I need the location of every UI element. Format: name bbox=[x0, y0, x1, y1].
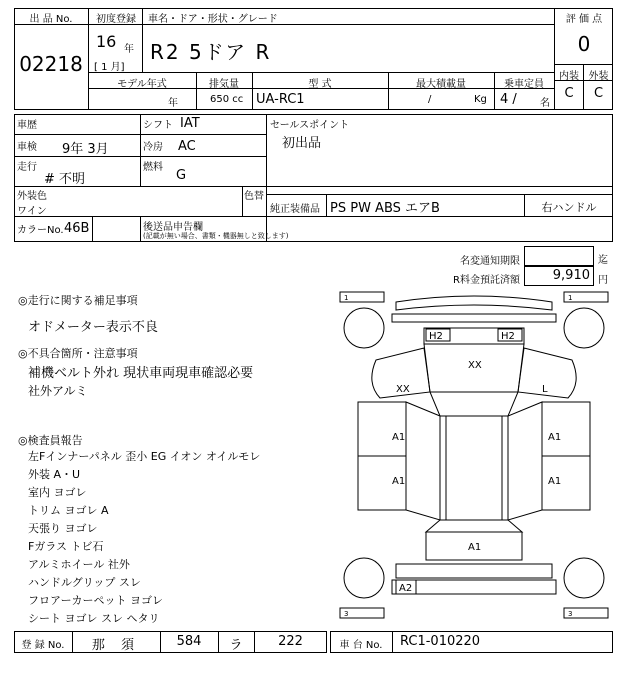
car-diagram bbox=[336, 288, 612, 628]
chassis-value: RC1-010220 bbox=[400, 634, 481, 649]
grade-label: 評 価 点 bbox=[565, 14, 603, 25]
divider bbox=[392, 631, 393, 653]
color-no-label: カラーNo. bbox=[17, 225, 64, 236]
model-value: R2 5ドア R bbox=[150, 40, 272, 64]
corner-label-tr: 1 bbox=[568, 294, 573, 302]
divider bbox=[92, 216, 93, 242]
sales-point-value: 初出品 bbox=[282, 136, 322, 151]
after-report-label: 後送品申告欄 bbox=[143, 222, 203, 233]
driving-line: オドメーター表示不良 bbox=[28, 320, 158, 335]
first-reg-label: 初度登録 bbox=[96, 14, 136, 25]
inspector-line: フロアーカーペット ヨゴレ bbox=[28, 594, 163, 607]
load-label: 最大積載量 bbox=[416, 79, 466, 90]
capacity-label: 乗車定員 bbox=[504, 79, 544, 90]
fuel-value: G bbox=[176, 168, 187, 183]
windshield-outline bbox=[430, 392, 518, 416]
exterior-label: 外装 bbox=[588, 71, 609, 82]
reg-kana: ラ bbox=[229, 638, 243, 653]
inspector-line: 天張り ヨゴレ bbox=[28, 522, 98, 535]
divider bbox=[88, 72, 554, 73]
inspector-line: アルミホイール 社外 bbox=[28, 558, 130, 571]
inspector-line: Fガラス トビ石 bbox=[28, 540, 104, 553]
ac-value: AC bbox=[178, 139, 196, 154]
year-unit: 年 bbox=[124, 44, 134, 55]
divider bbox=[266, 114, 267, 242]
rear-lamp-outline bbox=[396, 564, 552, 578]
divider bbox=[142, 8, 143, 72]
wheel-icon bbox=[564, 558, 604, 598]
capacity-unit: 名 bbox=[540, 98, 550, 109]
model-year-label: モデル年式 bbox=[117, 79, 167, 90]
mark-right-rear-door: A1 bbox=[548, 476, 562, 487]
defects-line: 補機ベルト外れ 現状車両現車確認必要 bbox=[28, 366, 254, 381]
roof-outline bbox=[446, 416, 502, 520]
right-front-door-outline bbox=[542, 402, 590, 456]
name-change-box bbox=[524, 246, 594, 266]
inspector-line: 室内 ヨゴレ bbox=[28, 486, 87, 499]
recycle-value: 9,910 bbox=[552, 268, 590, 283]
mark-hood: XX bbox=[468, 360, 482, 371]
corner-label-br: 3 bbox=[568, 610, 573, 618]
grade-value: 0 bbox=[577, 32, 591, 56]
recycle-unit: 円 bbox=[598, 275, 608, 286]
inspector-title: ◎検査員報告 bbox=[18, 434, 83, 447]
shift-label: シフト bbox=[143, 120, 173, 131]
inspector-line: ハンドルグリップ スレ bbox=[28, 576, 141, 589]
divider bbox=[242, 186, 243, 216]
color-label: 外装色 bbox=[17, 191, 47, 202]
inspector-line: シート ヨゴレ スレ ヘタリ bbox=[28, 612, 160, 625]
mark-rear: A1 bbox=[468, 542, 482, 553]
mark-front-left-h2: H2 bbox=[429, 331, 443, 342]
exterior-value: C bbox=[593, 86, 604, 101]
reg-number: 222 bbox=[278, 634, 303, 649]
divider bbox=[140, 114, 141, 186]
corner-label-bl: 3 bbox=[344, 610, 349, 618]
reg-label: 登 録 No. bbox=[21, 640, 65, 651]
fuel-label: 燃料 bbox=[143, 162, 163, 173]
first-reg-year: 16 bbox=[96, 32, 117, 51]
divider bbox=[14, 134, 266, 135]
front-bumper-outline bbox=[396, 296, 552, 310]
color-change-label: 色替 bbox=[244, 191, 264, 202]
reg-area: 那 須 bbox=[91, 638, 141, 653]
color-value: ワイン bbox=[17, 206, 47, 217]
left-front-door-outline bbox=[358, 402, 406, 456]
handle-value: 右ハンドル bbox=[541, 201, 597, 214]
mark-right-fender: L bbox=[542, 384, 548, 395]
mark-front-right-h2: H2 bbox=[501, 331, 515, 342]
right-pillar-outline bbox=[508, 402, 542, 520]
type-value: UA-RC1 bbox=[256, 92, 305, 107]
inspector-line: 外装 A・U bbox=[28, 468, 81, 481]
defects-title: ◎不具合箇所・注意事項 bbox=[18, 347, 138, 360]
history-label: 車歴 bbox=[17, 120, 37, 131]
mark-left-fender: XX bbox=[396, 384, 410, 395]
mileage-label: 走行 bbox=[17, 162, 37, 173]
ac-label: 冷房 bbox=[143, 142, 163, 153]
name-change-unit: 迄 bbox=[598, 255, 608, 266]
divider bbox=[14, 186, 613, 187]
capacity-value: 4 / bbox=[500, 92, 517, 107]
sales-point-label: セールスポイント bbox=[270, 120, 350, 131]
inspector-line: トリム ヨゴレ A bbox=[28, 504, 109, 517]
mark-rear-bumper: A2 bbox=[399, 583, 413, 594]
reg-class: 584 bbox=[176, 634, 202, 649]
mark-left-front-door: A1 bbox=[392, 432, 406, 443]
front-grille-outline bbox=[392, 314, 556, 322]
left-pillar-outline bbox=[406, 402, 440, 520]
wheel-icon bbox=[564, 308, 604, 348]
mark-left-rear-door: A1 bbox=[392, 476, 406, 487]
inspector-line: 左Fインナーパネル 歪小 EG イオン オイルモレ bbox=[28, 450, 261, 463]
after-report-note: (記載が無い場合、書類・機器無しと致します) bbox=[143, 232, 289, 240]
corner-label-tl: 1 bbox=[344, 294, 349, 302]
rear-bumper-outline bbox=[392, 580, 556, 594]
lot-number: 02218 bbox=[19, 52, 83, 76]
divider bbox=[140, 216, 141, 242]
rear-glass-outline bbox=[426, 520, 522, 532]
first-reg-month: [ 1 月] bbox=[94, 62, 125, 73]
divider bbox=[266, 216, 613, 217]
name-change-label: 名変通知期限 bbox=[460, 256, 520, 267]
divider bbox=[266, 194, 613, 195]
model-label: 車名・ドア・形状・グレード bbox=[148, 14, 278, 25]
lot-label: 出 品 No. bbox=[29, 14, 73, 25]
load-unit: Kg bbox=[474, 94, 487, 105]
interior-value: C bbox=[564, 86, 574, 101]
equipment-value: PS PW ABS エアB bbox=[330, 201, 440, 216]
model-year-value: 年 bbox=[168, 98, 178, 109]
inspection-label: 車検 bbox=[17, 142, 37, 153]
divider bbox=[14, 156, 266, 157]
mark-right-front-door: A1 bbox=[548, 432, 562, 443]
inspection-value: 9年 3月 bbox=[62, 142, 109, 157]
wheel-icon bbox=[344, 558, 384, 598]
recycle-label: R料金預託済額 bbox=[453, 275, 520, 286]
wheel-icon bbox=[344, 308, 384, 348]
driving-title: ◎走行に関する補足事項 bbox=[18, 294, 138, 307]
mileage-value: # 不明 bbox=[44, 172, 86, 187]
equipment-label: 純正装備品 bbox=[270, 204, 320, 215]
shift-value: IAT bbox=[180, 116, 200, 131]
load-value: / bbox=[428, 94, 432, 105]
chassis-label: 車 台 No. bbox=[339, 640, 383, 651]
divider bbox=[326, 194, 327, 216]
color-no-value: 46B bbox=[64, 221, 90, 236]
type-label: 型 式 bbox=[308, 79, 332, 90]
defects-line: 社外アルミ bbox=[28, 384, 88, 398]
displacement-value: 650 cc bbox=[210, 94, 244, 105]
displacement-label: 排気量 bbox=[209, 79, 239, 90]
interior-label: 内装 bbox=[559, 71, 579, 82]
